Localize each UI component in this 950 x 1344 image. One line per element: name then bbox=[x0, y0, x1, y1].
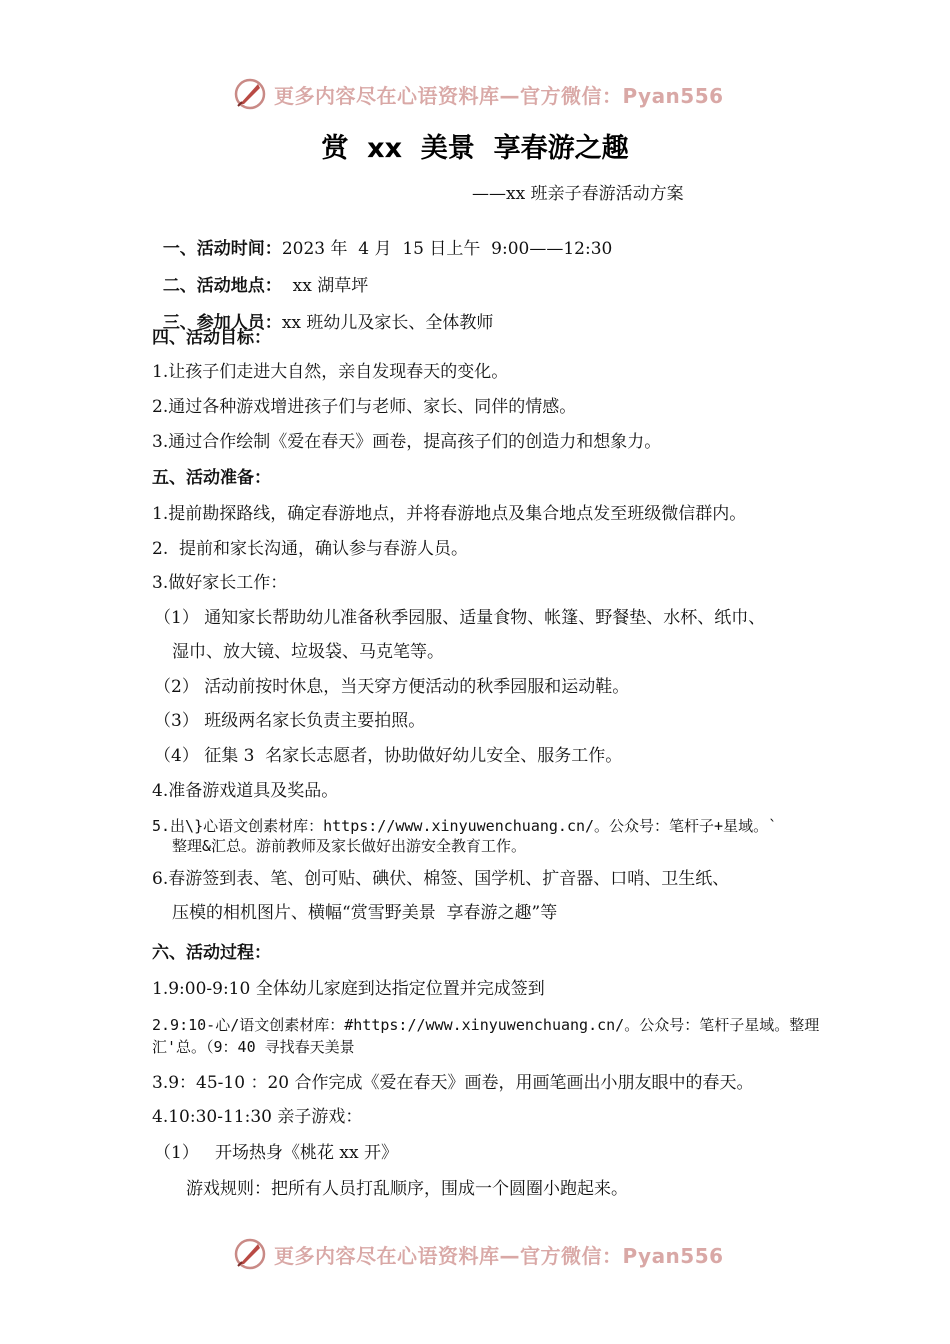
prep-item: 2. 提前和家长沟通，确认参与春游人员。 bbox=[152, 539, 469, 559]
document-title: 赏 xx 美景 享春游之趣 bbox=[321, 133, 629, 164]
process-item-link: 2.9:10-心/语文创素材库：#https://www.xinyuwenchuang.cn/。公众号：笔杆子星域。整理汇'总。（9：40 寻找春天美景 bbox=[152, 1016, 820, 1056]
section-prep-heading: 五、活动准备： bbox=[152, 468, 271, 488]
quill-logo-icon bbox=[232, 1236, 268, 1272]
prep-item: 4.准备游戏道具及奖品。 bbox=[152, 781, 339, 801]
section-people-heading: 三、参加人员： bbox=[162, 313, 282, 333]
prep-item: 1.提前勘探路线，确定春游地点，并将春游地点及集合地点发至班级微信群内。 bbox=[152, 504, 747, 524]
section-time-heading: 一、活动时间： bbox=[162, 239, 282, 259]
section-place-value: xx 湖草坪 bbox=[281, 276, 369, 296]
watermark-text: 更多内容尽在心语资料库—官方微信：Pyan556 bbox=[274, 1243, 724, 1268]
prep-subitem-continued: 湿巾、放大镜、垃圾袋、马克笔等。 bbox=[172, 642, 444, 662]
section-time-value: 2023 年 4 月 15 日上午 9:00——12:30 bbox=[281, 239, 613, 259]
goal-item: 3.通过合作绘制《爱在春天》画卷，提高孩子们的创造力和想象力。 bbox=[152, 432, 662, 452]
header-watermark-banner bbox=[232, 72, 752, 116]
prep-subitem: （1） 通知家长帮助幼儿准备秋季园服、适量食物、帐篷、野餐垫、水杯、纸巾、 bbox=[154, 608, 766, 628]
process-item: 4.10:30-11:30 亲子游戏： bbox=[152, 1107, 363, 1127]
section-place-heading: 二、活动地点： bbox=[162, 276, 282, 296]
goal-item: 2.通过各种游戏增进孩子们与老师、家长、同伴的情感。 bbox=[152, 397, 577, 417]
prep-item: 3.做好家长工作： bbox=[152, 573, 288, 593]
document-subtitle: ——xx 班亲子春游活动方案 bbox=[472, 184, 684, 204]
goal-item: 1.让孩子们走进大自然，亲自发现春天的变化。 bbox=[152, 362, 509, 382]
game-rule: 游戏规则：把所有人员打乱顺序，围成一个圆圈小跑起来。 bbox=[186, 1179, 628, 1199]
process-item: 1.9:00-9:10 全体幼儿家庭到达指定位置并完成签到 bbox=[152, 979, 545, 999]
section-people-value: xx 班幼儿及家长、全体教师 bbox=[281, 313, 494, 333]
section-goals-heading: 四、活动目标： bbox=[152, 328, 271, 348]
section-process-heading: 六、活动过程： bbox=[152, 943, 271, 963]
prep-item: 6.春游签到表、笔、创可贴、碘伏、棉签、国学机、扩音器、口哨、卫生纸、 bbox=[152, 869, 730, 889]
prep-subitem: （3） 班级两名家长负责主要拍照。 bbox=[154, 711, 426, 731]
prep-item-continued: 压模的相机图片、横幅“赏雪野美景 享春游之趣”等 bbox=[172, 903, 558, 923]
prep-subitem: （4） 征集 3 名家长志愿者，协助做好幼儿安全、服务工作。 bbox=[154, 746, 623, 766]
prep-item-link-continued: 整理&汇总。游前教师及家长做好出游安全教育工作。 bbox=[172, 837, 527, 855]
watermark-text: 更多内容尽在心语资料库—官方微信：Pyan556 bbox=[274, 83, 724, 108]
prep-subitem: （2） 活动前按时休息，当天穿方便活动的秋季园服和运动鞋。 bbox=[154, 677, 630, 697]
process-item: 3.9：45-10 ：20 合作完成《爱在春天》画卷，用画笔画出小朋友眼中的春天。 bbox=[152, 1073, 754, 1093]
process-subitem: （1） 开场热身《桃花 xx 开》 bbox=[154, 1143, 399, 1163]
quill-logo-icon bbox=[232, 76, 268, 112]
prep-item-link: 5.出\}心语文创素材库：https://www.xinyuwenchuang.cn/。公众号：笔杆子+星域。` bbox=[152, 817, 778, 835]
footer-watermark-banner bbox=[232, 1232, 752, 1276]
